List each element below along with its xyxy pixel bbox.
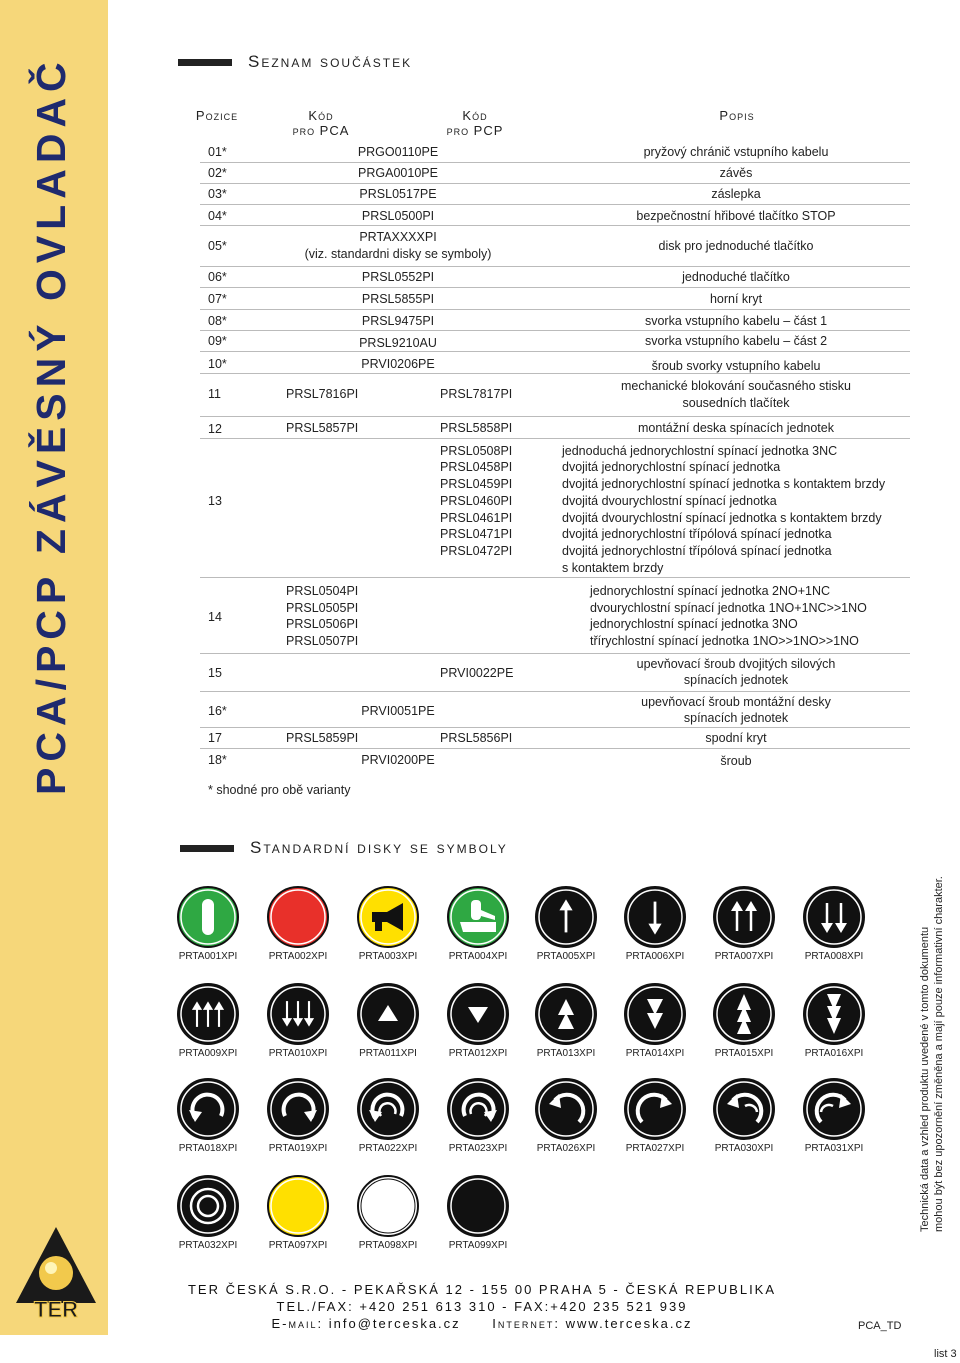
disk-label: PRTA005XPI	[536, 951, 596, 962]
arrow-up-icon	[535, 886, 597, 948]
disk-label: PRTA032XPI	[178, 1240, 238, 1251]
disk-label: PRTA023XPI	[448, 1143, 508, 1154]
footnote: * shodné pro obě varianty	[208, 783, 351, 797]
disk-label: PRTA011XPI	[359, 1048, 417, 1059]
triple-arrow-down-icon	[267, 983, 329, 1045]
disk-label: PRTA002XPI	[268, 951, 328, 962]
disclaimer: Technická data a vzhled produktu uvedené v tomto dokumentu mohou být bez upozornění změněna a mají pouze informativní charakter.	[919, 876, 945, 1232]
disk-label: PRTA006XPI	[625, 951, 685, 962]
section-heading-disks: Standardní disky se symboly	[180, 838, 508, 858]
header-pozice: Pozice	[195, 108, 239, 123]
rotate-left-icon	[177, 1078, 239, 1140]
rotate-right-icon	[267, 1078, 329, 1140]
header-kod-pcp: Kód pro PCP	[446, 108, 504, 138]
svg-text:TER: TER	[34, 1297, 78, 1320]
document-title: PCA/PCP ZÁVĚSNÝ OVLADAČ	[28, 56, 74, 795]
horn-icon	[357, 886, 419, 948]
disk-label: PRTA007XPI	[714, 951, 774, 962]
header-kod-pca: Kód pro PCA	[292, 108, 350, 138]
triple-triangle-up-icon	[713, 983, 775, 1045]
black-disk-icon	[447, 1175, 509, 1237]
footer-phone: TEL./FAX: +420 251 613 310 - FAX:+420 235 521 939	[276, 1299, 688, 1314]
web-link[interactable]: www.terceska.cz	[565, 1316, 693, 1331]
double-arrow-up-icon	[713, 886, 775, 948]
arrow-down-icon	[624, 886, 686, 948]
triple-arrow-up-icon	[177, 983, 239, 1045]
triple-triangle-down-icon	[803, 983, 865, 1045]
disk-label: PRTA031XPI	[804, 1143, 864, 1154]
disk-label: PRTA019XPI	[268, 1143, 328, 1154]
disk-label: PRTA001XPI	[178, 951, 238, 962]
double-rotate-right-icon	[447, 1078, 509, 1140]
yellow-disk-icon	[267, 1175, 329, 1237]
double-triangle-up-icon	[535, 983, 597, 1045]
disk-label: PRTA008XPI	[804, 951, 864, 962]
section-heading-parts: Seznam součástek	[178, 52, 412, 72]
disk-label: PRTA015XPI	[714, 1048, 774, 1059]
disk-label: PRTA012XPI	[448, 1048, 508, 1059]
ter-logo	[12, 1225, 100, 1320]
double-arc-right-icon	[803, 1078, 865, 1140]
triangle-up-icon	[357, 983, 419, 1045]
arc-arrow-left-icon	[535, 1078, 597, 1140]
disk-label: PRTA010XPI	[268, 1048, 328, 1059]
disk-label: PRTA009XPI	[178, 1048, 238, 1059]
doc-code: PCA_TD	[858, 1320, 902, 1332]
double-arrow-down-icon	[803, 886, 865, 948]
disk-label: PRTA027XPI	[625, 1143, 685, 1154]
disk-label: PRTA030XPI	[714, 1143, 774, 1154]
footer-contact: E-mail: info@terceska.cz Internet: www.terceska.cz	[271, 1316, 693, 1331]
double-rotate-left-icon	[357, 1078, 419, 1140]
green-reset-icon	[447, 886, 509, 948]
triangle-down-icon	[447, 983, 509, 1045]
disk-label: PRTA003XPI	[358, 951, 418, 962]
disk-label: PRTA099XPI	[448, 1240, 508, 1251]
arc-arrow-right-icon	[624, 1078, 686, 1140]
disk-label: PRTA004XPI	[448, 951, 508, 962]
disk-label: PRTA022XPI	[358, 1143, 418, 1154]
email-link[interactable]: info@terceska.cz	[328, 1316, 461, 1331]
disk-label: PRTA097XPI	[268, 1240, 328, 1251]
disk-label: PRTA026XPI	[536, 1143, 596, 1154]
disk-label: PRTA014XPI	[625, 1048, 685, 1059]
page-number: list 3	[934, 1348, 957, 1360]
red-disk-icon	[267, 886, 329, 948]
disk-label: PRTA016XPI	[804, 1048, 864, 1059]
disk-label: PRTA098XPI	[358, 1240, 418, 1251]
disk-label: PRTA013XPI	[536, 1048, 596, 1059]
footer-address: TER ČESKÁ S.R.O. - PEKAŘSKÁ 12 - 155 00 PRAHA 5 - ČESKÁ REPUBLIKA	[187, 1282, 777, 1297]
double-arc-left-icon	[713, 1078, 775, 1140]
disk-label: PRTA018XPI	[178, 1143, 238, 1154]
green-o-icon	[177, 886, 239, 948]
white-disk-icon	[357, 1175, 419, 1237]
header-popis: Popis	[719, 108, 755, 123]
target-icon	[177, 1175, 239, 1237]
double-triangle-down-icon	[624, 983, 686, 1045]
